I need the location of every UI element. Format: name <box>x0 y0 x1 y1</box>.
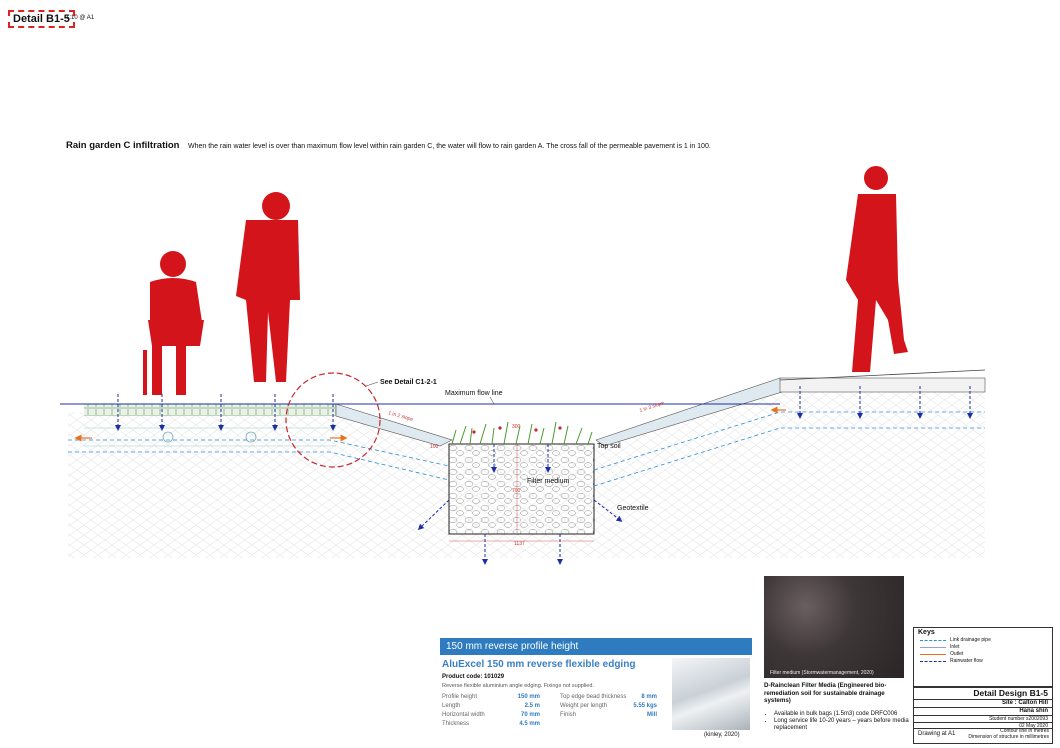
product-citation: (kinley, 2020) <box>704 732 740 738</box>
dim-300: 300 <box>512 424 521 430</box>
spec-value: 5.55 kgs <box>633 703 657 709</box>
callout-label: See Detail C1-2-1 <box>380 379 437 386</box>
spec-value: 4.5 mm <box>519 721 540 727</box>
filter-media-photo <box>764 576 904 678</box>
product-banner: 150 mm reverse profile height <box>440 638 752 655</box>
legend-label: Inlet <box>950 644 960 650</box>
legend-swatch <box>920 654 946 655</box>
spec-label: Length <box>442 703 461 709</box>
units-note <box>968 728 1049 740</box>
site-label: Site : Calton Hill <box>914 700 1052 708</box>
dimension-note: Dimension of structure in millimetres <box>968 734 1049 740</box>
spec-label: Horizontal width <box>442 712 485 718</box>
scale-label: 1:10 @ A1 <box>66 15 95 21</box>
student-number: Student number s2002093 <box>914 716 1052 723</box>
spec-value: 150 mm <box>517 694 540 700</box>
spec-label: Profile height <box>442 694 478 700</box>
paving-left <box>84 404 336 416</box>
author-name: Hana shin <box>914 708 1052 716</box>
top-soil-label: Top soil <box>597 443 621 450</box>
product-code: Product code: 101029 <box>442 674 505 680</box>
spec-label: Top edge bead thickness <box>560 694 627 700</box>
max-flow-label: Maximum flow line <box>445 390 503 397</box>
product-title: AluExcel 150 mm reverse flexible edging <box>442 659 636 670</box>
spec-value: Mill <box>647 712 657 718</box>
title-block <box>913 687 1053 744</box>
media-bullets <box>764 711 919 732</box>
photo-caption: Filter medium (Stormwatermanagement, 2020) <box>770 670 874 676</box>
list-item: • Long service life 10-20 years – years before media replacement <box>774 718 919 732</box>
legend-swatch <box>920 661 946 662</box>
section-note: When the rain water level is over than maximum flow level within rain garden C, the water will flow to rain garden A. The cross fall of the permeable pavement is 1 in 100. <box>188 143 711 150</box>
paving-right <box>780 378 985 392</box>
spec-value: 70 mm <box>520 712 540 718</box>
filter-medium-box <box>449 444 594 534</box>
product-card <box>440 638 752 746</box>
legend-label: Outlet <box>950 651 964 657</box>
dim-100: 100 <box>430 444 439 450</box>
legend-row <box>920 658 1048 665</box>
spec-label: Thickness <box>442 721 470 727</box>
walking-person-figure <box>846 166 908 372</box>
spec-value: 8 mm <box>641 694 657 700</box>
contour-note: Contour line in metres <box>1000 728 1049 734</box>
media-title: D-Rainclean Filter Media (Engineered bio-remediation soil for sustainable drainage systems) <box>764 682 887 704</box>
legend-row <box>920 651 1048 658</box>
section-title: Rain garden C infiltration <box>66 140 180 151</box>
spec-label: Finish <box>560 712 577 718</box>
detail-tag: Detail B1-5 <box>8 10 75 28</box>
slope-right-label: 1 in 3 slope <box>638 400 665 414</box>
spec-value: 2.5 m <box>524 703 540 709</box>
geotextile-label: Geotextile <box>617 505 649 512</box>
legend-label: Link drainage pipe <box>950 637 991 643</box>
legend-swatch <box>920 647 946 648</box>
keys-legend <box>913 627 1053 687</box>
drawing-title: Detail Design B1-5 <box>914 688 1052 700</box>
spec-label: Weight per length <box>560 703 607 709</box>
dim-700: 700 <box>512 488 521 494</box>
keys-title: Keys <box>918 629 935 636</box>
slope-left-label: 1 in 2 slope <box>387 410 414 423</box>
standing-person-figure <box>236 192 300 382</box>
product-description: Reverse flexible aluminium angle edging. Fixings not supplied. <box>442 683 594 689</box>
legend-label: Rainwater flow <box>950 658 983 664</box>
list-item: • Available in bulk bags (1.5m3) code DRFC006 <box>774 711 919 718</box>
person-figures <box>143 166 908 395</box>
legend-row <box>920 644 1048 651</box>
edging-product-image <box>672 658 750 730</box>
dim-1137: 1137 <box>514 541 525 547</box>
legend-row <box>920 637 1048 644</box>
filter-medium-label: Filter medium <box>527 478 570 485</box>
legend-swatch <box>920 640 946 641</box>
drawing-date: 02 May 2020 <box>914 723 1052 729</box>
seated-person-figure <box>143 251 204 395</box>
drawing-size: Drawing at A1 <box>918 731 956 737</box>
